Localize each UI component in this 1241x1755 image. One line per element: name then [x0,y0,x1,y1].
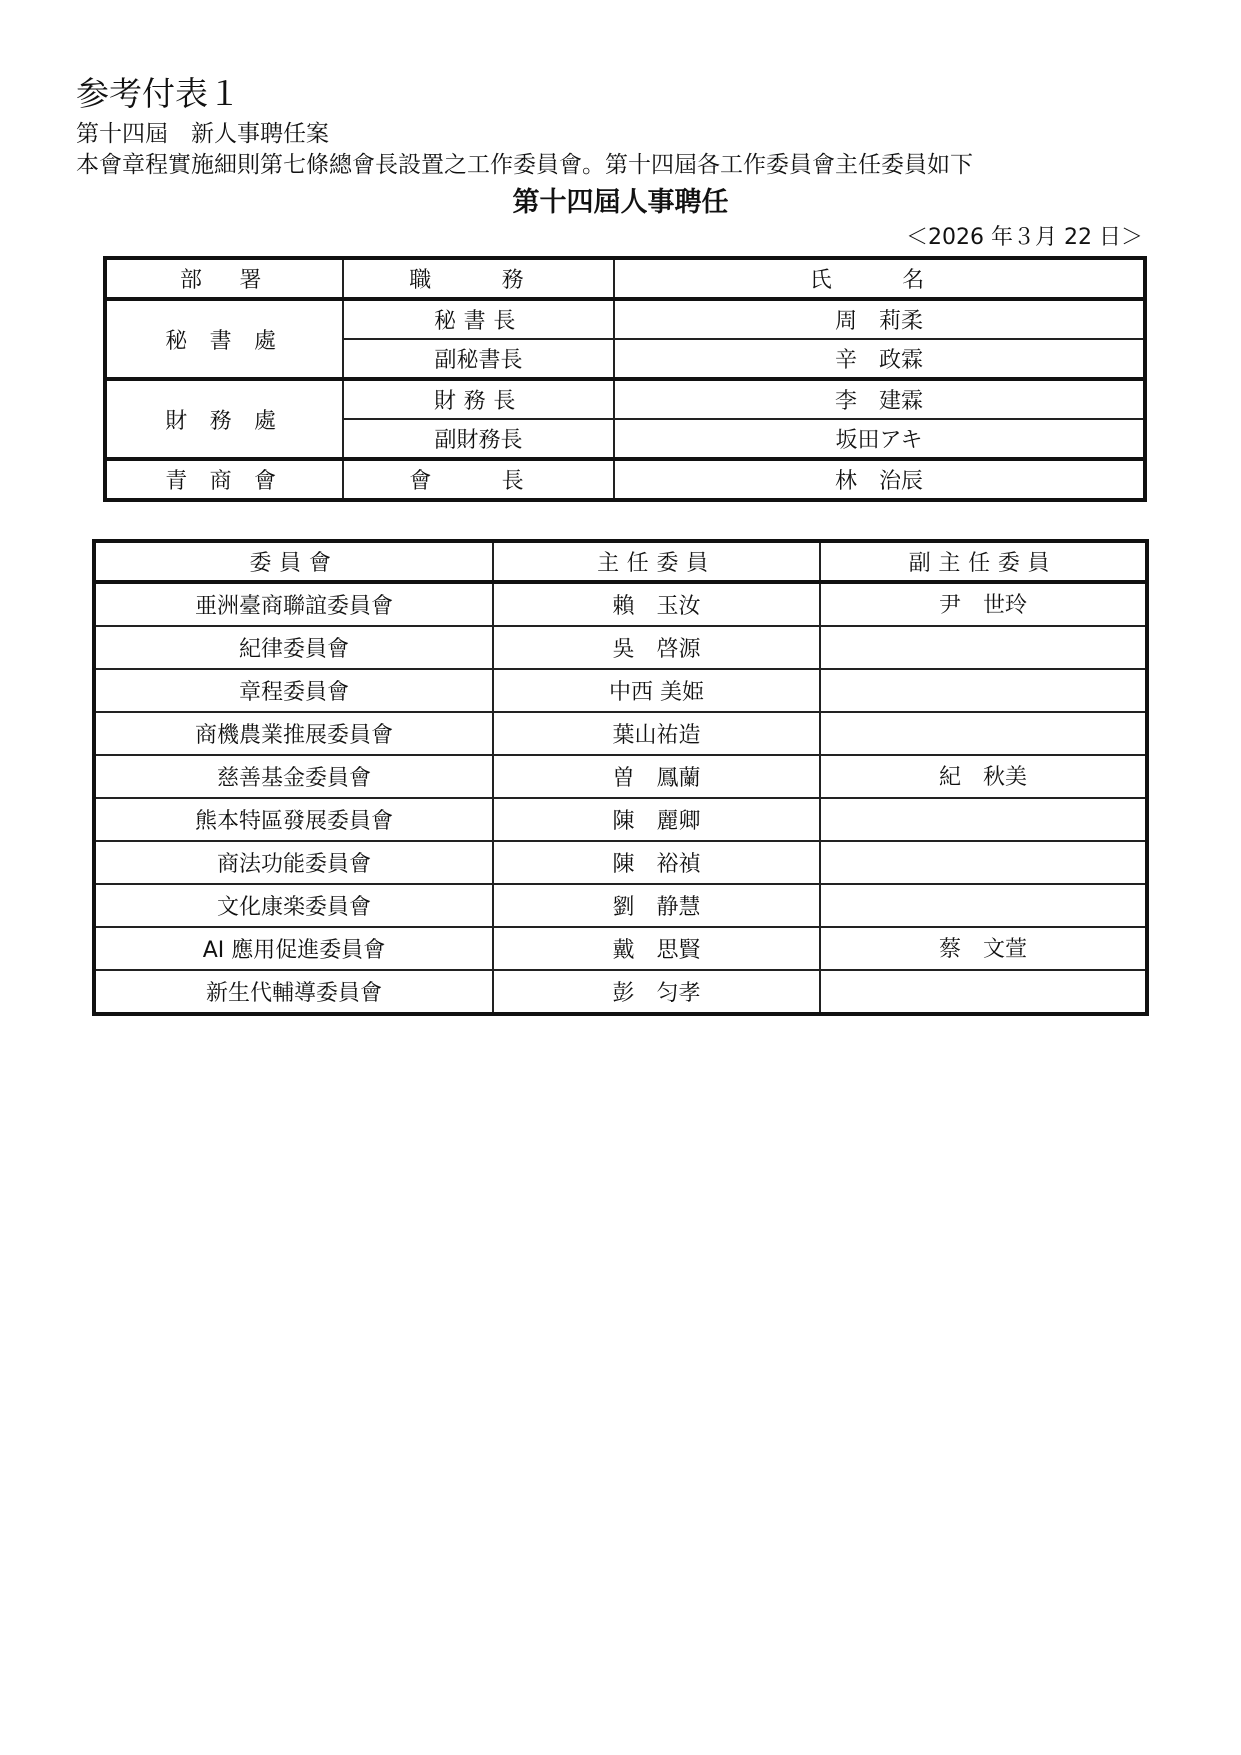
deputy-cell [820,669,1147,712]
header-committee: 委員會 [94,541,493,582]
table-row [94,669,1147,712]
committee-cell: 亜洲臺商聯誼委員會 [94,582,493,626]
chair-cell: 彭 匀孝 [493,970,820,1014]
chair-cell: 吳 啓源 [493,626,820,669]
name-cell: 坂田アキ [614,419,1145,459]
committee-header-row [94,541,1147,582]
name-cell: 辛 政霖 [614,339,1145,379]
table-row [94,841,1147,884]
table-row [94,884,1147,927]
header-position: 職 務 [343,258,614,299]
committee-cell: 紀律委員會 [94,626,493,669]
deputy-cell [820,841,1147,884]
position-cell: 副財務長 [343,419,614,459]
table-row [94,755,1147,798]
committee-cell: 文化康楽委員會 [94,884,493,927]
chair-cell: 陳 麗卿 [493,798,820,841]
deputy-cell [820,798,1147,841]
deputy-cell [820,884,1147,927]
personnel-header-row [105,258,1145,299]
intro-text: 本會章程實施細則第七條總會長設置之工作委員會。第十四屆各工作委員會主任委員如下 [76,152,973,178]
deputy-cell [820,712,1147,755]
table-row [94,626,1147,669]
deputy-cell: 尹 世玲 [820,582,1147,626]
position-cell: 秘書長 [343,299,614,339]
position-cell: 副秘書長 [343,339,614,379]
chair-cell: 陳 裕禎 [493,841,820,884]
chair-cell: 戴 思賢 [493,927,820,970]
committee-cell: 熊本特區發展委員會 [94,798,493,841]
department-finance: 財 務 處 [105,379,343,459]
table-row [94,927,1147,970]
table-row [94,970,1147,1014]
chair-cell: 中西 美姫 [493,669,820,712]
table-row [105,299,1145,339]
department-secretariat: 秘 書 處 [105,299,343,379]
personnel-table [103,256,1147,502]
chair-cell: 曽 鳳蘭 [493,755,820,798]
header-name: 氏 名 [614,258,1145,299]
header-department: 部 署 [105,258,343,299]
table-row [105,379,1145,419]
header-chair: 主任委員 [493,541,820,582]
committee-cell: 章程委員會 [94,669,493,712]
annex-title: 参考付表１ [76,74,241,113]
deputy-cell: 蔡 文萱 [820,927,1147,970]
committee-cell: 新生代輔導委員會 [94,970,493,1014]
department-youth: 青 商 會 [105,459,343,500]
document-date: ＜2026 年３月 22 日＞ [906,225,1143,250]
deputy-cell [820,626,1147,669]
committee-table [92,539,1149,1016]
committee-cell: 商機農業推展委員會 [94,712,493,755]
committee-cell: 商法功能委員會 [94,841,493,884]
subtitle: 第十四屆 新人事聘任案 [76,121,329,147]
committee-cell: 慈善基金委員會 [94,755,493,798]
table-row [94,798,1147,841]
committee-cell: AI 應用促進委員會 [94,927,493,970]
table-row [94,712,1147,755]
header-deputy: 副主任委員 [820,541,1147,582]
name-cell: 周 莉柔 [614,299,1145,339]
deputy-cell: 紀 秋美 [820,755,1147,798]
table-row [105,459,1145,500]
name-cell: 李 建霖 [614,379,1145,419]
chair-cell: 葉山祐造 [493,712,820,755]
main-title: 第十四屆人事聘任 [512,187,729,218]
position-cell: 會 長 [343,459,614,500]
name-cell: 林 治辰 [614,459,1145,500]
chair-cell: 劉 静慧 [493,884,820,927]
chair-cell: 賴 玉汝 [493,582,820,626]
table-row [94,582,1147,626]
position-cell: 財務長 [343,379,614,419]
deputy-cell [820,970,1147,1014]
